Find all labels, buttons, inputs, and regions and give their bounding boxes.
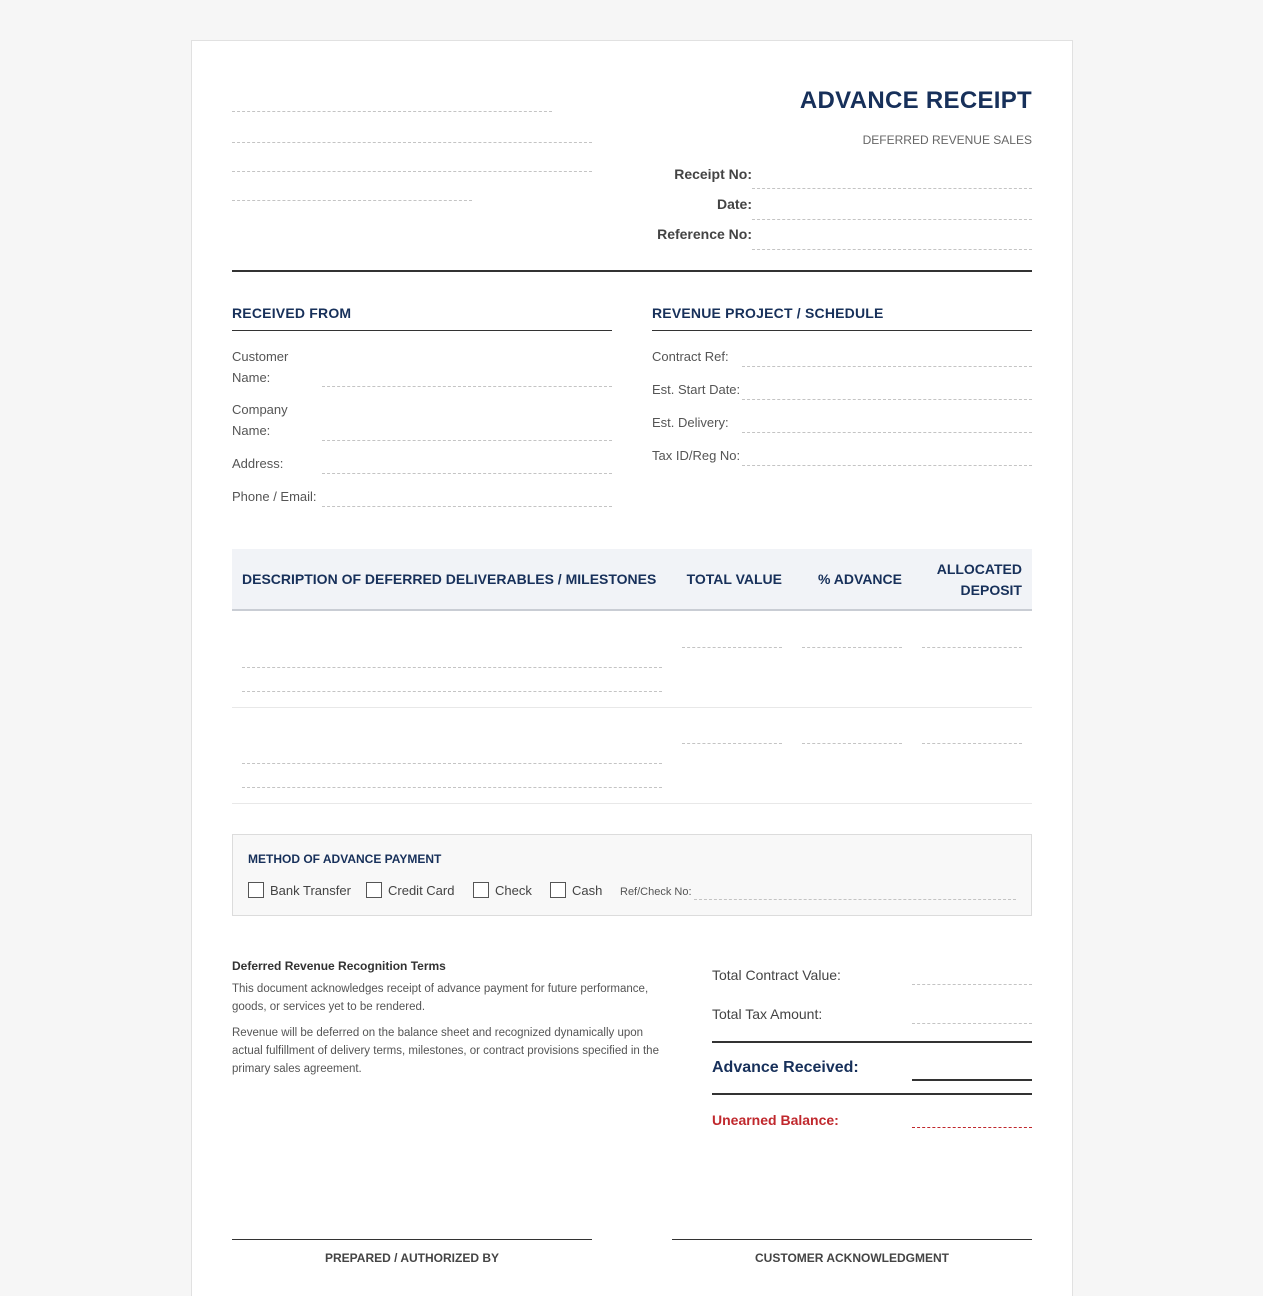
revenue-project-title: REVENUE PROJECT / SCHEDULE bbox=[652, 305, 884, 321]
cash-checkbox[interactable] bbox=[550, 882, 566, 898]
receipt-page bbox=[191, 40, 1073, 1296]
payment-method-box bbox=[232, 834, 1032, 916]
unearned-balance-label: Unearned Balance: bbox=[712, 1112, 839, 1128]
customer-signature-line[interactable] bbox=[672, 1239, 1032, 1240]
terms-title: Deferred Revenue Recognition Terms bbox=[232, 959, 446, 973]
receipt-no-label: Receipt No: bbox=[674, 166, 752, 182]
prepared-signature-line[interactable] bbox=[232, 1239, 592, 1240]
start-date-field[interactable] bbox=[742, 399, 1032, 400]
ref-check-no-label: Ref/Check No: bbox=[620, 886, 692, 898]
tax-id-field[interactable] bbox=[742, 465, 1032, 466]
customer-acknowledgment-label: CUSTOMER ACKNOWLEDGMENT bbox=[755, 1251, 949, 1265]
company-name-field[interactable] bbox=[322, 440, 612, 441]
total-tax-amount-field[interactable] bbox=[912, 1023, 1032, 1024]
phone-email-field[interactable] bbox=[322, 506, 612, 507]
ref-check-no-field[interactable] bbox=[694, 899, 1016, 900]
customer-name-label: Customer Name: bbox=[232, 349, 289, 385]
unearned-balance-field[interactable] bbox=[912, 1127, 1032, 1128]
company-contact-line[interactable] bbox=[232, 200, 472, 201]
total-contract-value-label: Total Contract Value: bbox=[712, 967, 841, 983]
reference-no-label: Reference No: bbox=[657, 226, 752, 242]
tax-id-label: Tax ID/Reg No: bbox=[652, 448, 741, 463]
col-total-value-header: TOTAL VALUE bbox=[686, 571, 782, 587]
start-date-label: Est. Start Date: bbox=[652, 382, 741, 397]
row1-percent-field[interactable] bbox=[802, 647, 902, 648]
total-tax-amount-label: Total Tax Amount: bbox=[712, 1006, 823, 1022]
col-percent-advance-header: % ADVANCE bbox=[817, 571, 902, 587]
prepared-by-label: PREPARED / AUTHORIZED BY bbox=[324, 1251, 499, 1265]
row2-description-line-2[interactable] bbox=[242, 787, 662, 788]
contract-ref-label: Contract Ref: bbox=[652, 349, 729, 364]
receipt-no-field[interactable] bbox=[752, 188, 1032, 189]
company-name-line[interactable] bbox=[232, 111, 552, 112]
terms-paragraph-1: This document acknowledges receipt of advance payment for future performance, goods, or services yet to be rendered. bbox=[232, 983, 649, 1013]
check-checkbox[interactable] bbox=[473, 882, 489, 898]
phone-email-label: Phone / Email: bbox=[232, 489, 317, 504]
delivery-label: Est. Delivery: bbox=[652, 415, 729, 430]
row2-allocated-field[interactable] bbox=[922, 743, 1022, 744]
row1-description-line-1[interactable] bbox=[242, 667, 662, 668]
terms-paragraph-2: Revenue will be deferred on the balance sheet and recognized dynamically upon actual fulfillment of delivery terms, milestones, or contract provisions specified in the primary sales agreement. bbox=[232, 1027, 659, 1075]
received-from-title: RECEIVED FROM bbox=[232, 305, 352, 321]
check-label: Check bbox=[495, 883, 532, 898]
reference-no-field[interactable] bbox=[752, 249, 1032, 250]
row1-description-line-2[interactable] bbox=[242, 691, 662, 692]
address-label: Address: bbox=[232, 456, 284, 471]
company-name-label: Company Name: bbox=[232, 402, 288, 438]
total-contract-value-field[interactable] bbox=[912, 984, 1032, 985]
row1-allocated-field[interactable] bbox=[922, 647, 1022, 648]
row2-percent-field[interactable] bbox=[802, 743, 902, 744]
contract-ref-field[interactable] bbox=[742, 366, 1032, 367]
address-field[interactable] bbox=[322, 473, 612, 474]
advance-received-bottom-rule bbox=[712, 1093, 1032, 1095]
credit-card-label: Credit Card bbox=[388, 883, 455, 898]
company-address-line-2[interactable] bbox=[232, 171, 592, 172]
delivery-field[interactable] bbox=[742, 432, 1032, 433]
received-from-rule bbox=[232, 330, 612, 331]
date-label: Date: bbox=[716, 196, 752, 212]
advance-received-field[interactable] bbox=[912, 1079, 1032, 1081]
bank-transfer-checkbox[interactable] bbox=[248, 882, 264, 898]
header-divider bbox=[232, 270, 1032, 272]
document-title: ADVANCE RECEIPT bbox=[799, 87, 1032, 114]
credit-card-checkbox[interactable] bbox=[366, 882, 382, 898]
payment-method-title: METHOD OF ADVANCE PAYMENT bbox=[248, 852, 442, 866]
advance-received-top-rule bbox=[712, 1041, 1032, 1043]
row2-total-field[interactable] bbox=[682, 743, 782, 744]
table-row-divider bbox=[232, 707, 1032, 708]
table-bottom-rule bbox=[232, 803, 1032, 804]
advance-received-label: Advance Received: bbox=[712, 1059, 859, 1076]
row1-total-field[interactable] bbox=[682, 647, 782, 648]
bank-transfer-label: Bank Transfer bbox=[270, 883, 351, 898]
company-address-line-1[interactable] bbox=[232, 142, 592, 143]
col-allocated-deposit-header: ALLOCATED DEPOSIT bbox=[936, 561, 1022, 598]
customer-name-field[interactable] bbox=[322, 386, 612, 387]
revenue-project-rule bbox=[652, 330, 1032, 331]
col-description-header: DESCRIPTION OF DEFERRED DELIVERABLES / MILESTONES bbox=[242, 571, 657, 587]
document-subtitle: DEFERRED REVENUE SALES bbox=[862, 133, 1032, 147]
row2-description-line-1[interactable] bbox=[242, 763, 662, 764]
cash-label: Cash bbox=[572, 883, 603, 898]
date-field[interactable] bbox=[752, 219, 1032, 220]
